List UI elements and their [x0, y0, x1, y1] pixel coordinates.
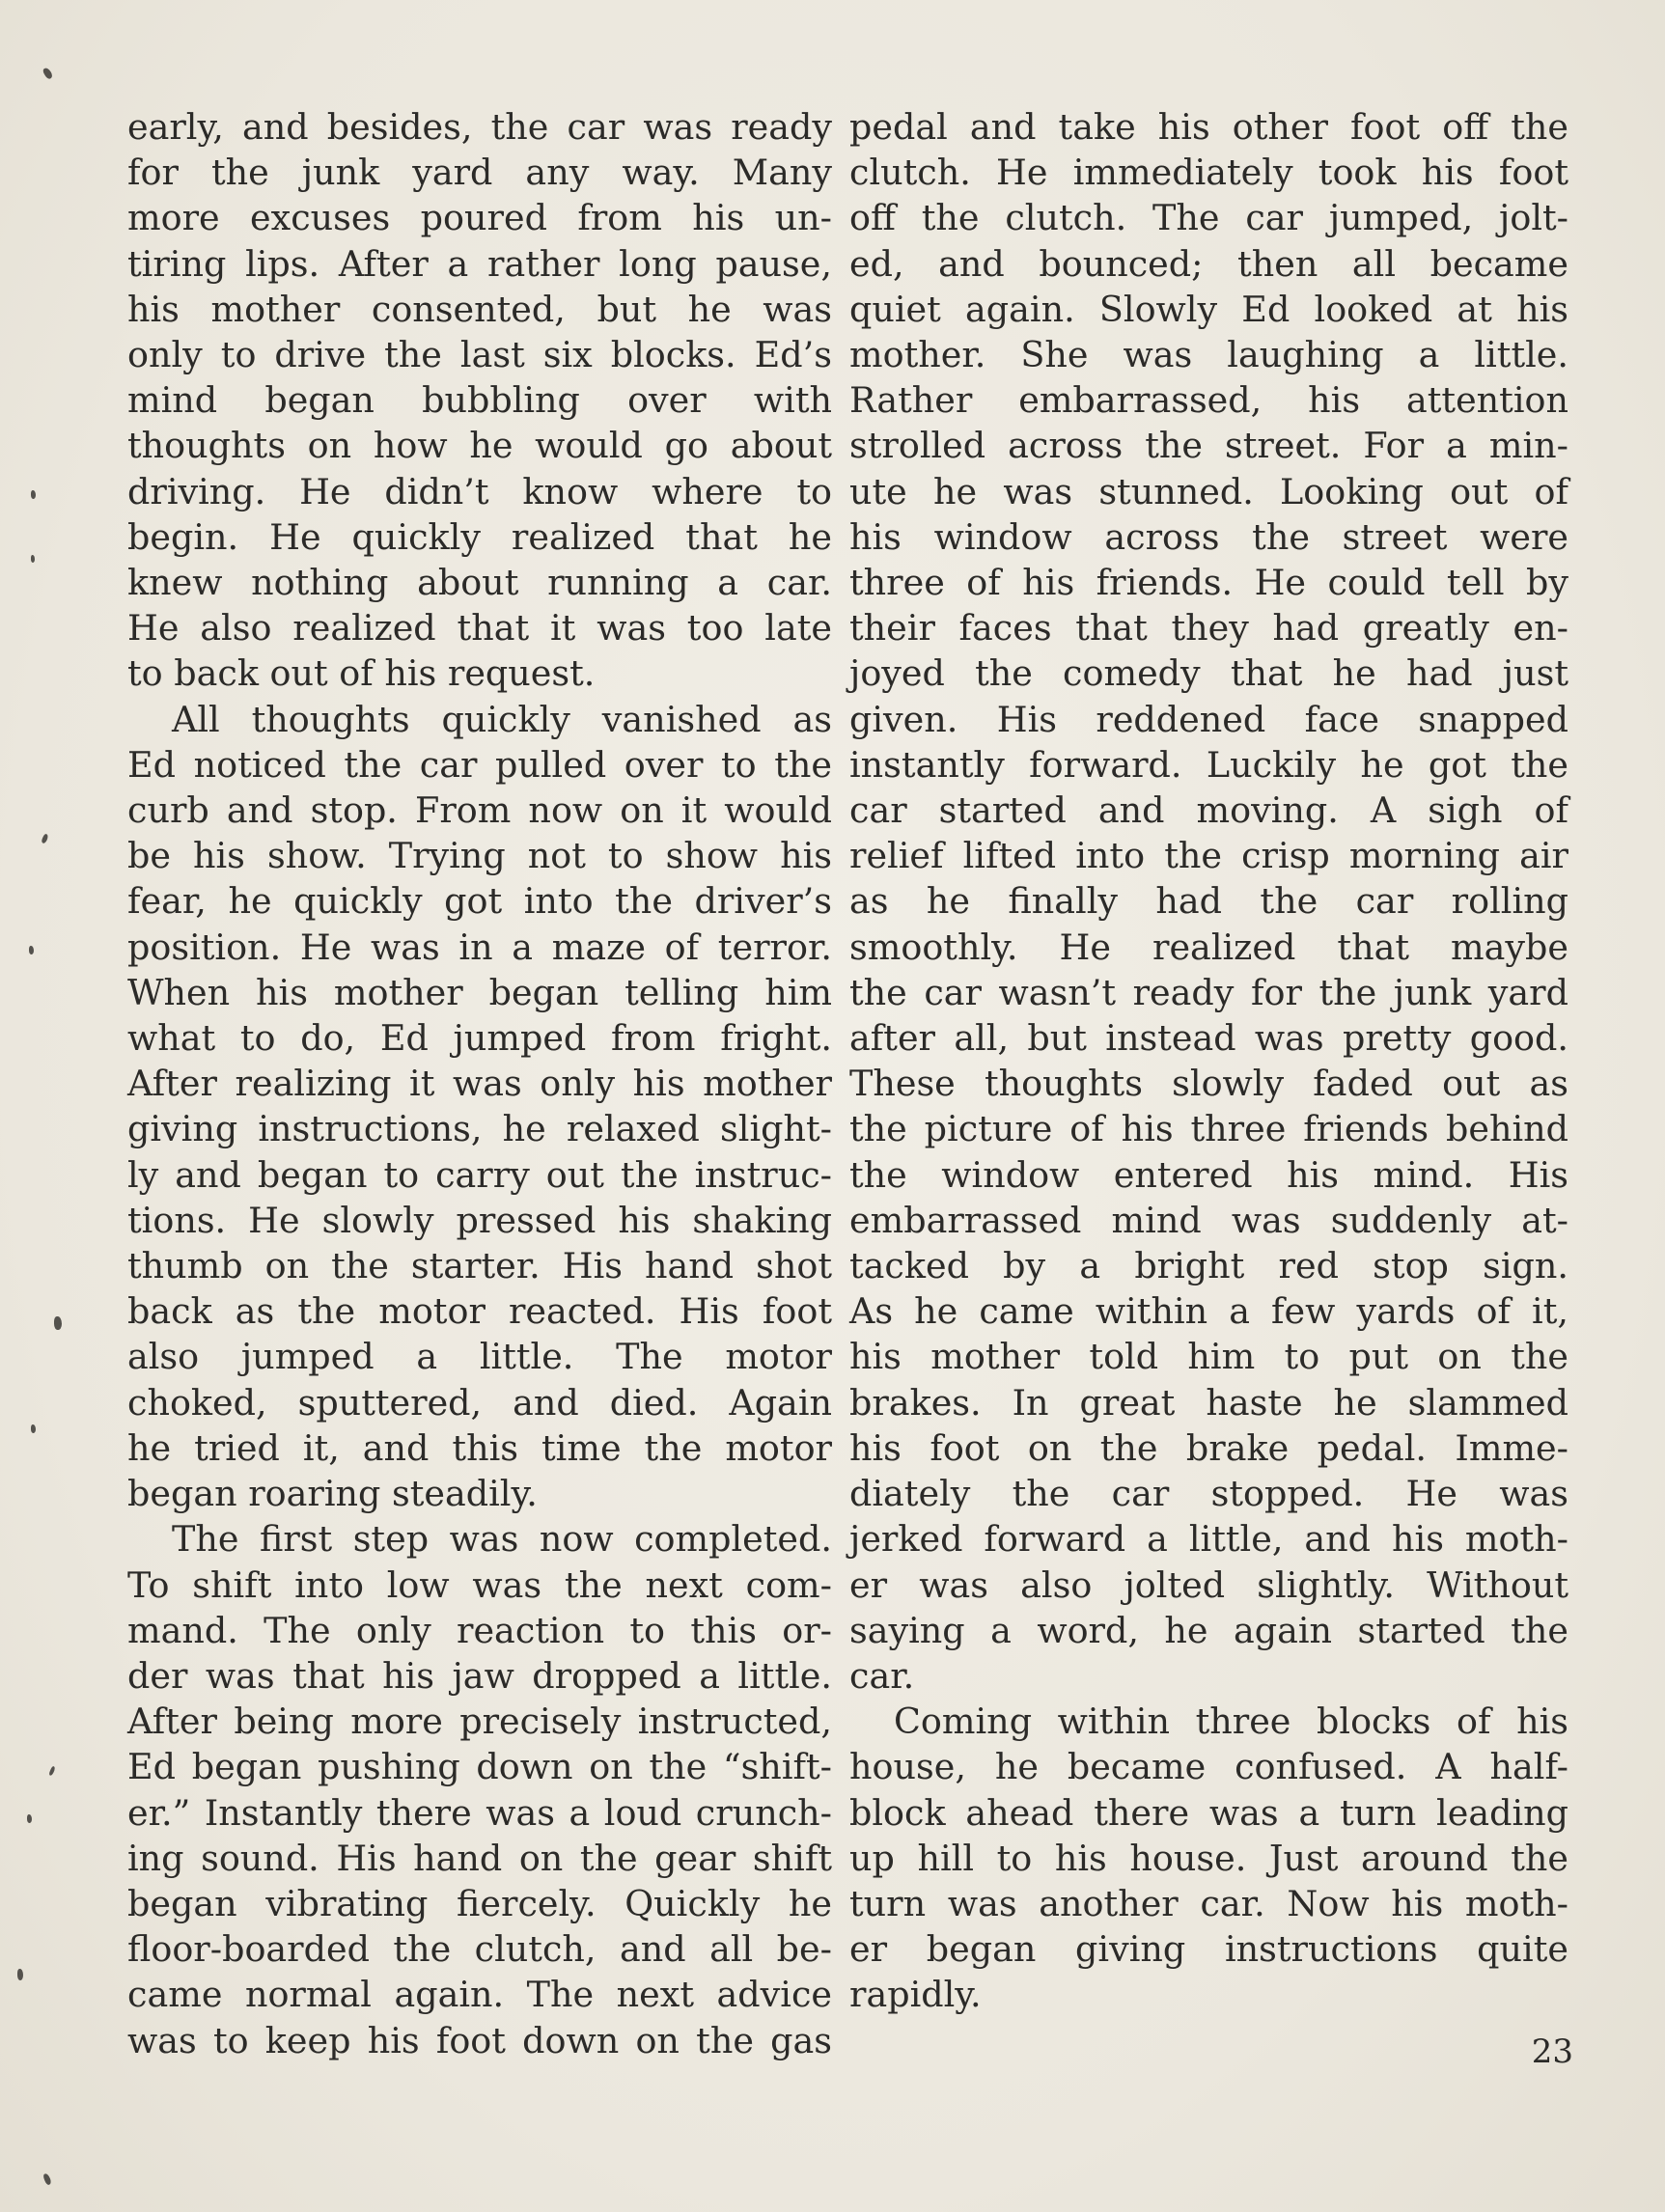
text-line: er began giving instructions quite: [849, 1928, 1568, 1971]
text-line: turn was another car. Now his moth-: [849, 1882, 1568, 1924]
text-line: After realizing it was only his mother: [127, 1063, 832, 1105]
right-text-column: [849, 104, 1568, 2018]
text-line: ed, and bounced; then all became: [849, 242, 1568, 285]
text-line: These thoughts slowly faded out as: [849, 1063, 1568, 1105]
text-line: jerked forward a little, and his moth-: [849, 1518, 1568, 1561]
text-line: the window entered his mind. His: [849, 1153, 1568, 1196]
binding-hole-mark: [41, 833, 49, 843]
text-line: saying a word, he again started the: [849, 1609, 1568, 1651]
text-line: be his show. Trying not to show his: [127, 835, 832, 877]
text-line: three of his friends. He could tell by: [849, 562, 1568, 604]
text-line: came normal again. The next advice: [127, 1974, 832, 2016]
text-line: tacked by a bright red stop sign.: [849, 1245, 1568, 1287]
text-line: up hill to his house. Just around the: [849, 1837, 1568, 1879]
text-line: his mother consented, but he was: [127, 288, 832, 330]
binding-hole-mark: [42, 2172, 52, 2185]
binding-hole-mark: [29, 946, 34, 954]
text-line: to back out of his request.: [127, 652, 596, 695]
text-line: also jumped a little. The motor: [127, 1336, 832, 1378]
text-line: given. His reddened face snapped: [849, 698, 1568, 740]
binding-hole-mark: [17, 1969, 23, 1980]
text-line: his mother told him to put on the: [849, 1336, 1568, 1378]
text-line: driving. He didn’t know where to: [127, 470, 832, 512]
text-line: thumb on the starter. His hand shot: [127, 1245, 832, 1287]
text-line: After being more precisely instructed,: [127, 1700, 832, 1743]
text-line: began roaring steadily.: [127, 1473, 538, 1515]
text-line: instantly forward. Luckily he got the: [849, 743, 1568, 786]
text-line: mand. The only reaction to this or-: [127, 1609, 832, 1651]
text-line: diately the car stopped. He was: [849, 1473, 1568, 1515]
text-line: thoughts on how he would go about: [127, 425, 832, 467]
text-line: He also realized that it was too late: [127, 607, 832, 650]
text-line: after all, but instead was pretty good.: [849, 1017, 1568, 1060]
text-line: mind began bubbling over with: [127, 379, 832, 422]
text-line: quiet again. Slowly Ed looked at his: [849, 288, 1568, 330]
text-line: Ed noticed the car pulled over to the: [127, 743, 832, 786]
page-number: 23: [1531, 2032, 1573, 2071]
binding-hole-mark: [31, 1424, 36, 1433]
left-text-column: [127, 104, 832, 2063]
text-line: more excuses poured from his un-: [127, 197, 832, 239]
text-line: car.: [849, 1654, 915, 1697]
text-line: back as the motor reacted. His foot: [127, 1290, 832, 1333]
text-line: ute he was stunned. Looking out of: [849, 470, 1568, 512]
binding-hole-mark: [31, 555, 35, 563]
text-line: he tried it, and this time the motor: [127, 1426, 832, 1469]
text-line: car started and moving. A sigh of: [849, 789, 1568, 832]
text-line: rapidly.: [849, 1974, 982, 2016]
text-line: early, and besides, the car was ready: [127, 106, 832, 148]
text-line: position. He was in a maze of terror.: [127, 926, 832, 968]
text-line: As he came within a few yards of it,: [849, 1290, 1568, 1333]
text-line: curb and stop. From now on it would: [127, 789, 832, 832]
text-line: When his mother began telling him: [127, 971, 832, 1013]
binding-hole-mark: [48, 1766, 56, 1777]
text-line: pedal and take his other foot off the: [849, 106, 1568, 148]
text-line: ly and began to carry out the instruc-: [127, 1153, 832, 1196]
text-line: block ahead there was a turn leading: [849, 1791, 1568, 1834]
text-line: for the junk yard any way. Many: [127, 152, 832, 194]
paragraph: [849, 1699, 1568, 2017]
text-line: what to do, Ed jumped from fright.: [127, 1017, 832, 1060]
text-line: began vibrating fiercely. Quickly he: [127, 1882, 832, 1924]
paragraph: [127, 104, 832, 697]
text-line: ing sound. His hand on the gear shift: [127, 1837, 832, 1879]
paragraph: [127, 1516, 832, 2062]
text-line: Coming within three blocks of his: [894, 1700, 1568, 1743]
text-line: house, he became confused. A half-: [849, 1746, 1568, 1788]
text-line: clutch. He immediately took his foot: [849, 152, 1568, 194]
text-line: knew nothing about running a car.: [127, 562, 832, 604]
text-line: tiring lips. After a rather long pause,: [127, 242, 832, 285]
binding-hole-mark: [31, 490, 36, 499]
text-line: All thoughts quickly vanished as: [172, 698, 832, 740]
binding-hole-mark: [27, 1814, 32, 1823]
text-line: smoothly. He realized that maybe: [849, 926, 1568, 968]
text-line: Rather embarrassed, his attention: [849, 379, 1568, 422]
text-line: choked, sputtered, and died. Again: [127, 1381, 832, 1424]
paragraph: [849, 104, 1568, 1699]
text-line: the picture of his three friends behind: [849, 1108, 1568, 1150]
paragraph: [127, 697, 832, 1517]
text-line: joyed the comedy that he had just: [849, 652, 1568, 695]
text-line: begin. He quickly realized that he: [127, 515, 832, 558]
text-line: er was also jolted slightly. Without: [849, 1563, 1568, 1606]
text-line: brakes. In great haste he slammed: [849, 1381, 1568, 1424]
text-line: their faces that they had greatly en-: [849, 607, 1568, 650]
text-line: his window across the street were: [849, 515, 1568, 558]
text-line: relief lifted into the crisp morning air: [849, 835, 1568, 877]
text-line: off the clutch. The car jumped, jolt-: [849, 197, 1568, 239]
text-line: embarrassed mind was suddenly at-: [849, 1199, 1568, 1241]
text-line: er.” Instantly there was a loud crunch-: [127, 1791, 832, 1834]
text-line: his foot on the brake pedal. Imme-: [849, 1426, 1568, 1469]
binding-hole-mark: [54, 1316, 62, 1330]
text-line: strolled across the street. For a min-: [849, 425, 1568, 467]
text-line: floor-boarded the clutch, and all be-: [127, 1928, 832, 1971]
text-line: giving instructions, he relaxed slight-: [127, 1108, 832, 1150]
binding-hole-mark: [42, 67, 53, 80]
text-line: der was that his jaw dropped a little.: [127, 1654, 832, 1697]
text-line: as he finally had the car rolling: [849, 880, 1568, 923]
text-line: only to drive the last six blocks. Ed’s: [127, 334, 832, 376]
text-line: mother. She was laughing a little.: [849, 334, 1568, 376]
text-line: fear, he quickly got into the driver’s: [127, 880, 832, 923]
text-line: tions. He slowly pressed his shaking: [127, 1199, 832, 1241]
text-line: The first step was now completed.: [172, 1518, 832, 1561]
text-line: Ed began pushing down on the “shift-: [127, 1746, 832, 1788]
text-line: the car wasn’t ready for the junk yard: [849, 971, 1568, 1013]
text-line: was to keep his foot down on the gas: [127, 2019, 832, 2061]
text-line: To shift into low was the next com-: [127, 1563, 832, 1606]
